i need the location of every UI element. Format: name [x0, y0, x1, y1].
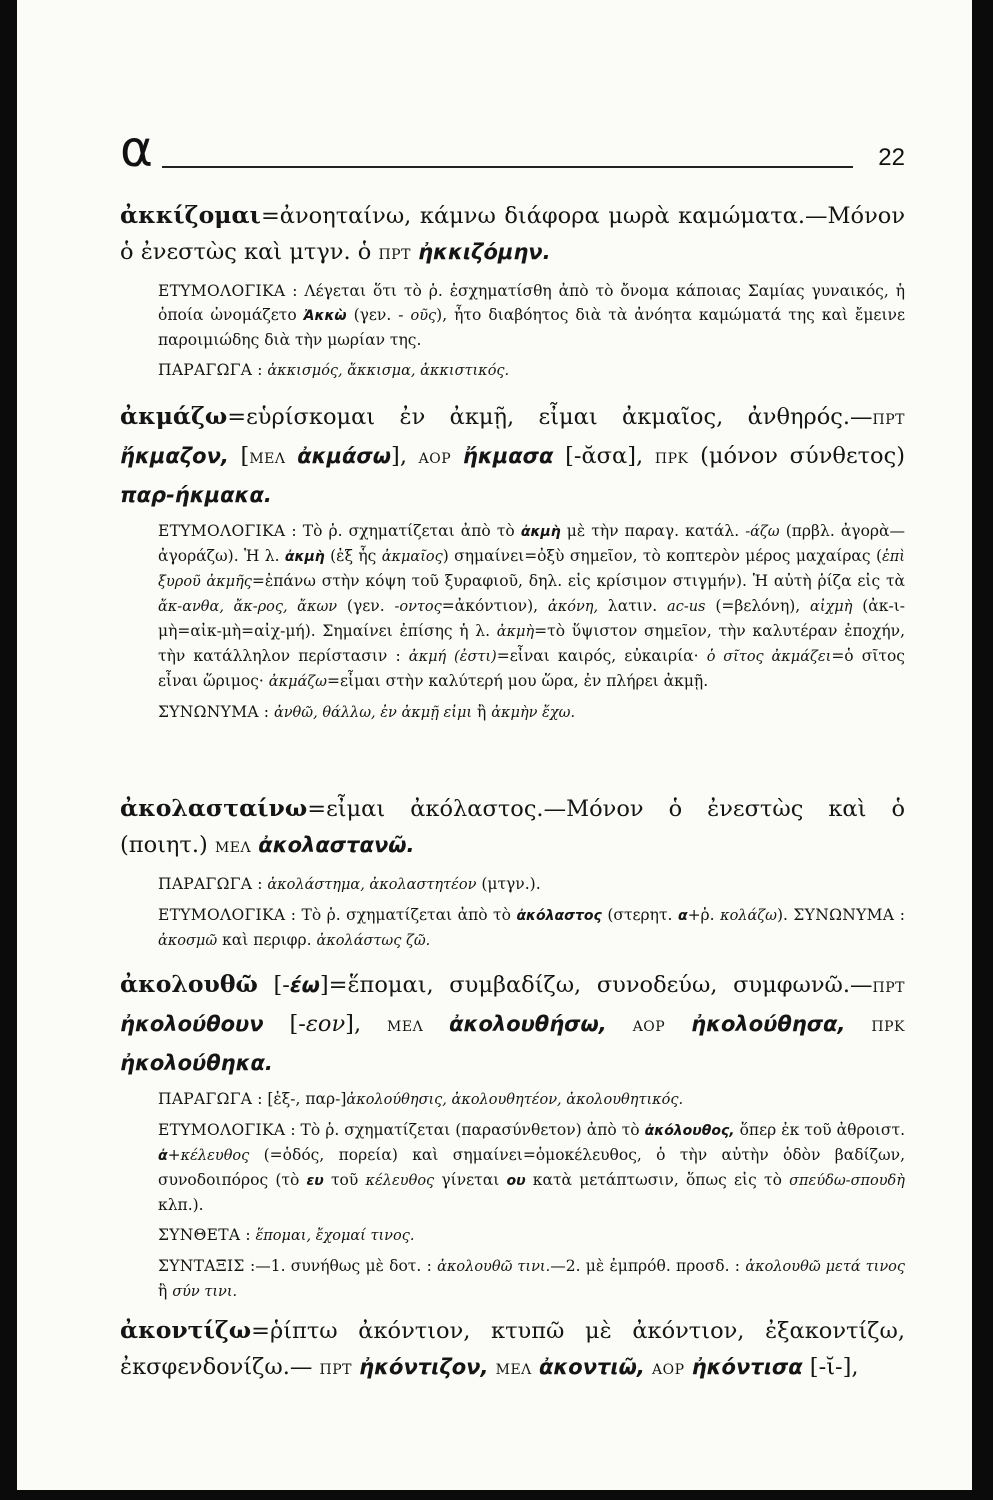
text-run — [645, 1354, 652, 1380]
entry-definition — [120, 1312, 905, 1388]
section-label: ΣΥΝΩΝΥΜΑ — [158, 703, 259, 721]
text-run: (=ὁδός, πορεία) καὶ σημαίνει=ὁμοκέλευθος, ὁ τὴν αὐτὴν ὁδὸν βαδίζων, συνοδοιπόρος (τὸ — [158, 1146, 905, 1189]
text-run: (μτγν.). — [476, 875, 541, 893]
text-run: (=βελόνη), — [705, 597, 811, 615]
section-label: ΠΑΡΑΓΩΓΑ — [158, 1090, 253, 1108]
text-run — [423, 1011, 449, 1037]
inflected-form: παρ-ήκμακα. — [120, 483, 272, 507]
bold-form: α — [677, 908, 688, 924]
text-run: =εἶμαι ἀκόλαστος.—Μόνον ὁ ἐνεστὼς καὶ ὁ (ποιητ.) — [120, 796, 905, 858]
text-run: :—1. συνήθως μὲ δοτ. : — [244, 1257, 438, 1275]
italic-form: ἀκκισμός, ἄκκισμα, ἀκκιστικός. — [267, 363, 510, 379]
italic-form: ἀκμὴ — [496, 624, 535, 640]
tense-abbrev: ΜΕΛ — [249, 451, 286, 467]
bold-form: ἀ — [158, 1148, 168, 1164]
text-run: λατιν. — [598, 597, 668, 615]
italic-form: ἀκμὴν ἔχω. — [491, 705, 576, 721]
text-run: : — [240, 1226, 256, 1244]
tense-abbrev: ΠΡΚ — [871, 1019, 905, 1035]
tense-abbrev: ΑΟΡ — [418, 451, 452, 467]
lemma: ἀκοντίζω — [120, 1316, 252, 1344]
text-run: τοῦ — [323, 1171, 366, 1189]
text-run: ], — [345, 1011, 388, 1037]
inflected-form: ἀκμάσω — [297, 444, 392, 468]
bold-form: ἀκόλαστος — [516, 908, 602, 924]
inflected-form: ἀκολαστανῶ. — [258, 833, 415, 857]
text-run: =ῥίπτω ἀκόντιον, κτυπῶ μὲ ἀκόντιον, ἐξακοντίζω, ἐκσφενδονίζω.— — [120, 1318, 905, 1380]
text-run: ]=ἕπομαι, συμβαδίζω, συνοδεύω, συμφωνῶ.— — [319, 972, 873, 998]
italic-form: κέλευθος — [365, 1173, 435, 1189]
text-run: : — [252, 361, 268, 379]
inflected-form: ἀκοντιῶ, — [538, 1355, 645, 1379]
text-run: : — [258, 703, 274, 721]
italic-form: κέλευθος — [180, 1148, 250, 1164]
italic-form: ἀκολουθῶ τινι. — [437, 1259, 551, 1275]
italic-form: ἕπομαι, ἔχομαί τινος. — [255, 1228, 415, 1244]
tense-abbrev: ΠΡΤ — [378, 247, 411, 263]
text-run — [286, 443, 298, 469]
text-run: + — [167, 1146, 181, 1164]
tense-abbrev: ΑΟΡ — [632, 1019, 666, 1035]
text-run: (ἀκ-ι-μὴ=αἰκ-μὴ=αἰχ-μή). Σημαίνει ἐπίσης ἡ λ. — [158, 597, 906, 640]
lemma: ἀκολασταίνω — [120, 794, 308, 822]
entry-akontizo — [120, 1312, 905, 1388]
entry-akoloutho — [120, 966, 905, 1304]
text-run: (πρβλ. ἀγορὰ—ἀγοράζω). Ἡ λ. — [158, 522, 905, 565]
italic-form: σπεύδω-σπουδὴ — [789, 1173, 905, 1189]
tense-abbrev: ΠΡΤ — [319, 1362, 352, 1378]
inflected-form: ἠκολούθηκα. — [120, 1051, 273, 1075]
entry-subsection — [120, 903, 905, 953]
text-run — [607, 1011, 633, 1037]
italic-form: οῦς — [410, 308, 437, 324]
entry-subsection — [120, 1254, 905, 1304]
text-run: : — [894, 906, 905, 924]
inflected-form: ἠκκιζόμην. — [418, 240, 551, 264]
tense-abbrev: ΠΡΤ — [872, 412, 905, 428]
text-run: (γεν. — [337, 597, 395, 615]
section-label: ΕΤΥΜΟΛΟΓΙΚΑ — [158, 282, 286, 300]
tense-abbrev: ΜΕΛ — [387, 1019, 424, 1035]
inflected-form: ἠκολούθησα, — [691, 1012, 846, 1036]
entry-subsection — [120, 1087, 905, 1112]
text-run: ) σημαίνει=ὀξὺ σημεῖον, τὸ κοπτερὸν μέρος μαχαίρας ( — [442, 547, 882, 565]
italic-form: κολάζω — [720, 908, 777, 924]
text-run — [411, 239, 418, 265]
lemma: ἀκκίζομαι — [120, 201, 261, 229]
text-run: ἢ — [158, 1282, 173, 1300]
section-label: ΣΥΝΘΕΤΑ — [158, 1226, 241, 1244]
italic-form: -άζω — [745, 524, 780, 540]
text-run: : Τὸ ῥ. σχηματίζεται ἀπὸ τὸ — [285, 522, 521, 540]
italic-form: ἀκολάστως ζῶ. — [316, 933, 431, 949]
section-label: ΕΤΥΜΟΛΟΓΙΚΑ — [158, 522, 286, 540]
entry-subsection — [120, 1223, 905, 1248]
text-run: [- — [257, 972, 290, 998]
text-run: (μόνον σύνθετος) — [688, 443, 905, 469]
text-run: =ἀκόντιον), — [441, 597, 548, 615]
entry-definition — [120, 398, 905, 513]
entry-akkizomai — [120, 197, 905, 383]
text-run: =ὁ σῖτος εἶναι ὥριμος· — [158, 647, 905, 690]
bold-form: ἀκμὴ — [284, 549, 325, 565]
inflected-form: ἠκολούθουν — [120, 1012, 264, 1036]
entry-definition — [120, 790, 905, 866]
section-label: ΠΑΡΑΓΩΓΑ — [158, 875, 253, 893]
tense-abbrev: ΜΕΛ — [214, 840, 252, 856]
lemma: ἀκμάζω — [120, 402, 228, 430]
entry-subsection — [120, 700, 905, 725]
text-run — [845, 1011, 871, 1037]
text-run: =εἶμαι στὴν καλύτερή μου ὥρα, ἐν πλήρει ἀκμῇ. — [326, 672, 709, 690]
bold-form: ἀκμὴ — [520, 524, 561, 540]
italic-form: ἀκμαῖος — [381, 549, 443, 565]
italic-form: ἀκολάστημα, ἀκολαστητέον — [267, 877, 477, 893]
text-run: (στερητ. — [601, 906, 678, 924]
italic-form: ὁ σῖτος ἀκμάζει — [706, 649, 832, 665]
italic-form: ἀκμή (ἐστι) — [408, 649, 497, 665]
page-header — [120, 120, 905, 180]
text-run: =εὑρίσκομαι ἐν ἀκμῇ, εἶμαι ἀκμαῖος, ἀνθηρός.— — [227, 404, 873, 430]
text-run: ἢ — [472, 703, 492, 721]
text-run: ), ἦτο διαβόητος διὰ τὰ ἀνόητα καμώματά της καὶ ἔμεινε παροιμιώδης διὰ τὴν μωρίαν της. — [158, 306, 905, 349]
italic-form: ἀκολούθησις, ἀκολουθητέον, ἀκολουθητικός. — [346, 1092, 684, 1108]
section-label: ΠΑΡΑΓΩΓΑ — [158, 361, 253, 379]
tense-abbrev: ΑΟΡ — [652, 1362, 685, 1378]
inflected-form: ἠκόντιζον, — [359, 1355, 489, 1379]
text-run: καὶ περιφρ. — [217, 931, 317, 949]
entry-subsection — [120, 358, 905, 383]
italic-form: ἀκοσμῶ — [158, 933, 218, 949]
italic-form: -οντος — [394, 599, 442, 615]
text-run: : [ἐξ-, παρ-] — [252, 1090, 347, 1108]
italic-form: ἀνθῶ, θάλλω, ἐν ἀκμῇ εἰμι — [273, 705, 473, 721]
inflected-form: ἠκόντισα — [691, 1355, 803, 1379]
tense-abbrev: ΠΡΚ — [654, 451, 689, 467]
section-label: ΣΥΝΤΑΞΙΣ — [158, 1257, 245, 1275]
bold-form: ἀκόλουθος, — [644, 1123, 735, 1139]
lemma: ἀκολουθῶ — [120, 970, 258, 998]
bold-form: ευ — [306, 1173, 324, 1189]
text-run: (ἐξ ἧς — [324, 547, 382, 565]
italic-form: ἐπὶ ξυροῦ ἀκμῆς — [158, 549, 905, 590]
tense-abbrev: ΜΕΛ — [495, 1362, 532, 1378]
text-run: =ἀνοηταίνω, κάμνω διάφορα μωρὰ καμώματα.—Μόνον ὁ ἐνεστὼς καὶ μτγν. ὁ — [120, 203, 905, 265]
section-label: ΣΥΝΩΝΥΜΑ — [793, 906, 895, 924]
text-run: (γεν. - — [346, 306, 411, 324]
text-run: =ἐπάνω στὴν κόψη τοῦ ξυραφιοῦ, δηλ. εἰς κρίσιμον στιγμήν). Ἡ αὐτὴ ῥίζα εἰς τὰ — [251, 572, 905, 590]
text-run: =εἶναι καιρός, εὐκαιρία· — [496, 647, 707, 665]
entry-subsection — [120, 279, 905, 352]
text-run: ], — [391, 443, 419, 469]
inflected-form: ἀκολουθήσω, — [449, 1012, 607, 1036]
entry-subsection — [120, 1118, 905, 1217]
italic-form: εον — [305, 1011, 346, 1037]
entry-definition — [120, 966, 905, 1081]
text-run: κατὰ μετάπτωσιν, ὅπως εἰς τὸ — [525, 1171, 790, 1189]
entry-akolastaino — [120, 790, 905, 953]
text-run: [-ᾰσα], — [553, 443, 655, 469]
entry-subsection — [120, 872, 905, 897]
italic-form: ἄκ-ανθα, ἄκ-ρος, ἄκων — [158, 599, 338, 615]
section-label: ΕΤΥΜΟΛΟΓΙΚΑ — [158, 1121, 286, 1139]
section-letter: α — [120, 120, 153, 178]
text-run: : Τὸ ῥ. σχηματίζεται (παρασύνθετον) ἀπὸ τὸ — [285, 1121, 645, 1139]
italic-form: ἀκολουθῶ μετά τινος — [745, 1259, 905, 1275]
entry-akmazo — [120, 398, 905, 725]
text-run: +ῥ. — [687, 906, 721, 924]
text-run: γίνεται — [434, 1171, 507, 1189]
text-run: : Τὸ ῥ. σχηματίζεται ἀπὸ τὸ — [285, 906, 517, 924]
section-label: ΕΤΥΜΟΛΟΓΙΚΑ — [158, 906, 286, 924]
text-run: [ — [228, 443, 250, 469]
text-run: : — [252, 875, 268, 893]
inflected-form: ἤκμασα — [462, 444, 554, 468]
inflected-form: έω — [289, 973, 320, 997]
text-run: —2. μὲ ἐμπρόθ. προσδ. : — [550, 1257, 746, 1275]
bold-form: ου — [506, 1173, 526, 1189]
text-run: : Λέγεται ὅτι τὸ ῥ. ἐσχηματίσθη ἀπὸ τὸ ὄνομα κάποιας Σαμίας γυναικός, ἡ ὁποία ὠνομάζετο — [158, 282, 905, 324]
header-rule — [162, 166, 853, 168]
text-run — [532, 1354, 539, 1380]
entry-definition — [120, 197, 905, 273]
italic-form: σύν τινι. — [172, 1284, 238, 1300]
text-run — [665, 1011, 691, 1037]
tense-abbrev: ΠΡΤ — [872, 980, 905, 996]
text-run: ). — [776, 906, 794, 924]
page-number: 22 — [878, 144, 905, 171]
italic-form: αἰχμὴ — [810, 599, 853, 615]
text-run: μὲ τὴν παραγ. κατάλ. — [560, 522, 746, 540]
italic-form: ac-us — [667, 599, 706, 615]
text-run — [488, 1354, 495, 1380]
italic-form: ἀκόνη, — [547, 599, 599, 615]
italic-form: ἀκμάζω — [268, 674, 327, 690]
text-run: [- — [263, 1011, 306, 1037]
inflected-form: ἤκμαζον, — [120, 444, 229, 468]
text-run — [685, 1354, 692, 1380]
bold-form: Ἀκκὼ — [303, 308, 347, 324]
entry-subsection — [120, 519, 905, 694]
text-run: [-ῐ-], — [802, 1354, 859, 1380]
text-run: =τὸ ὕψιστον σημεῖον, τὴν καλυτέραν ἐποχήν, τὴν κατάλληλον περίστασιν : — [158, 622, 905, 665]
text-run — [451, 443, 463, 469]
text-run: κλπ.). — [158, 1196, 204, 1214]
text-run: ὅπερ ἐκ τοῦ ἀθροιστ. — [734, 1121, 906, 1139]
